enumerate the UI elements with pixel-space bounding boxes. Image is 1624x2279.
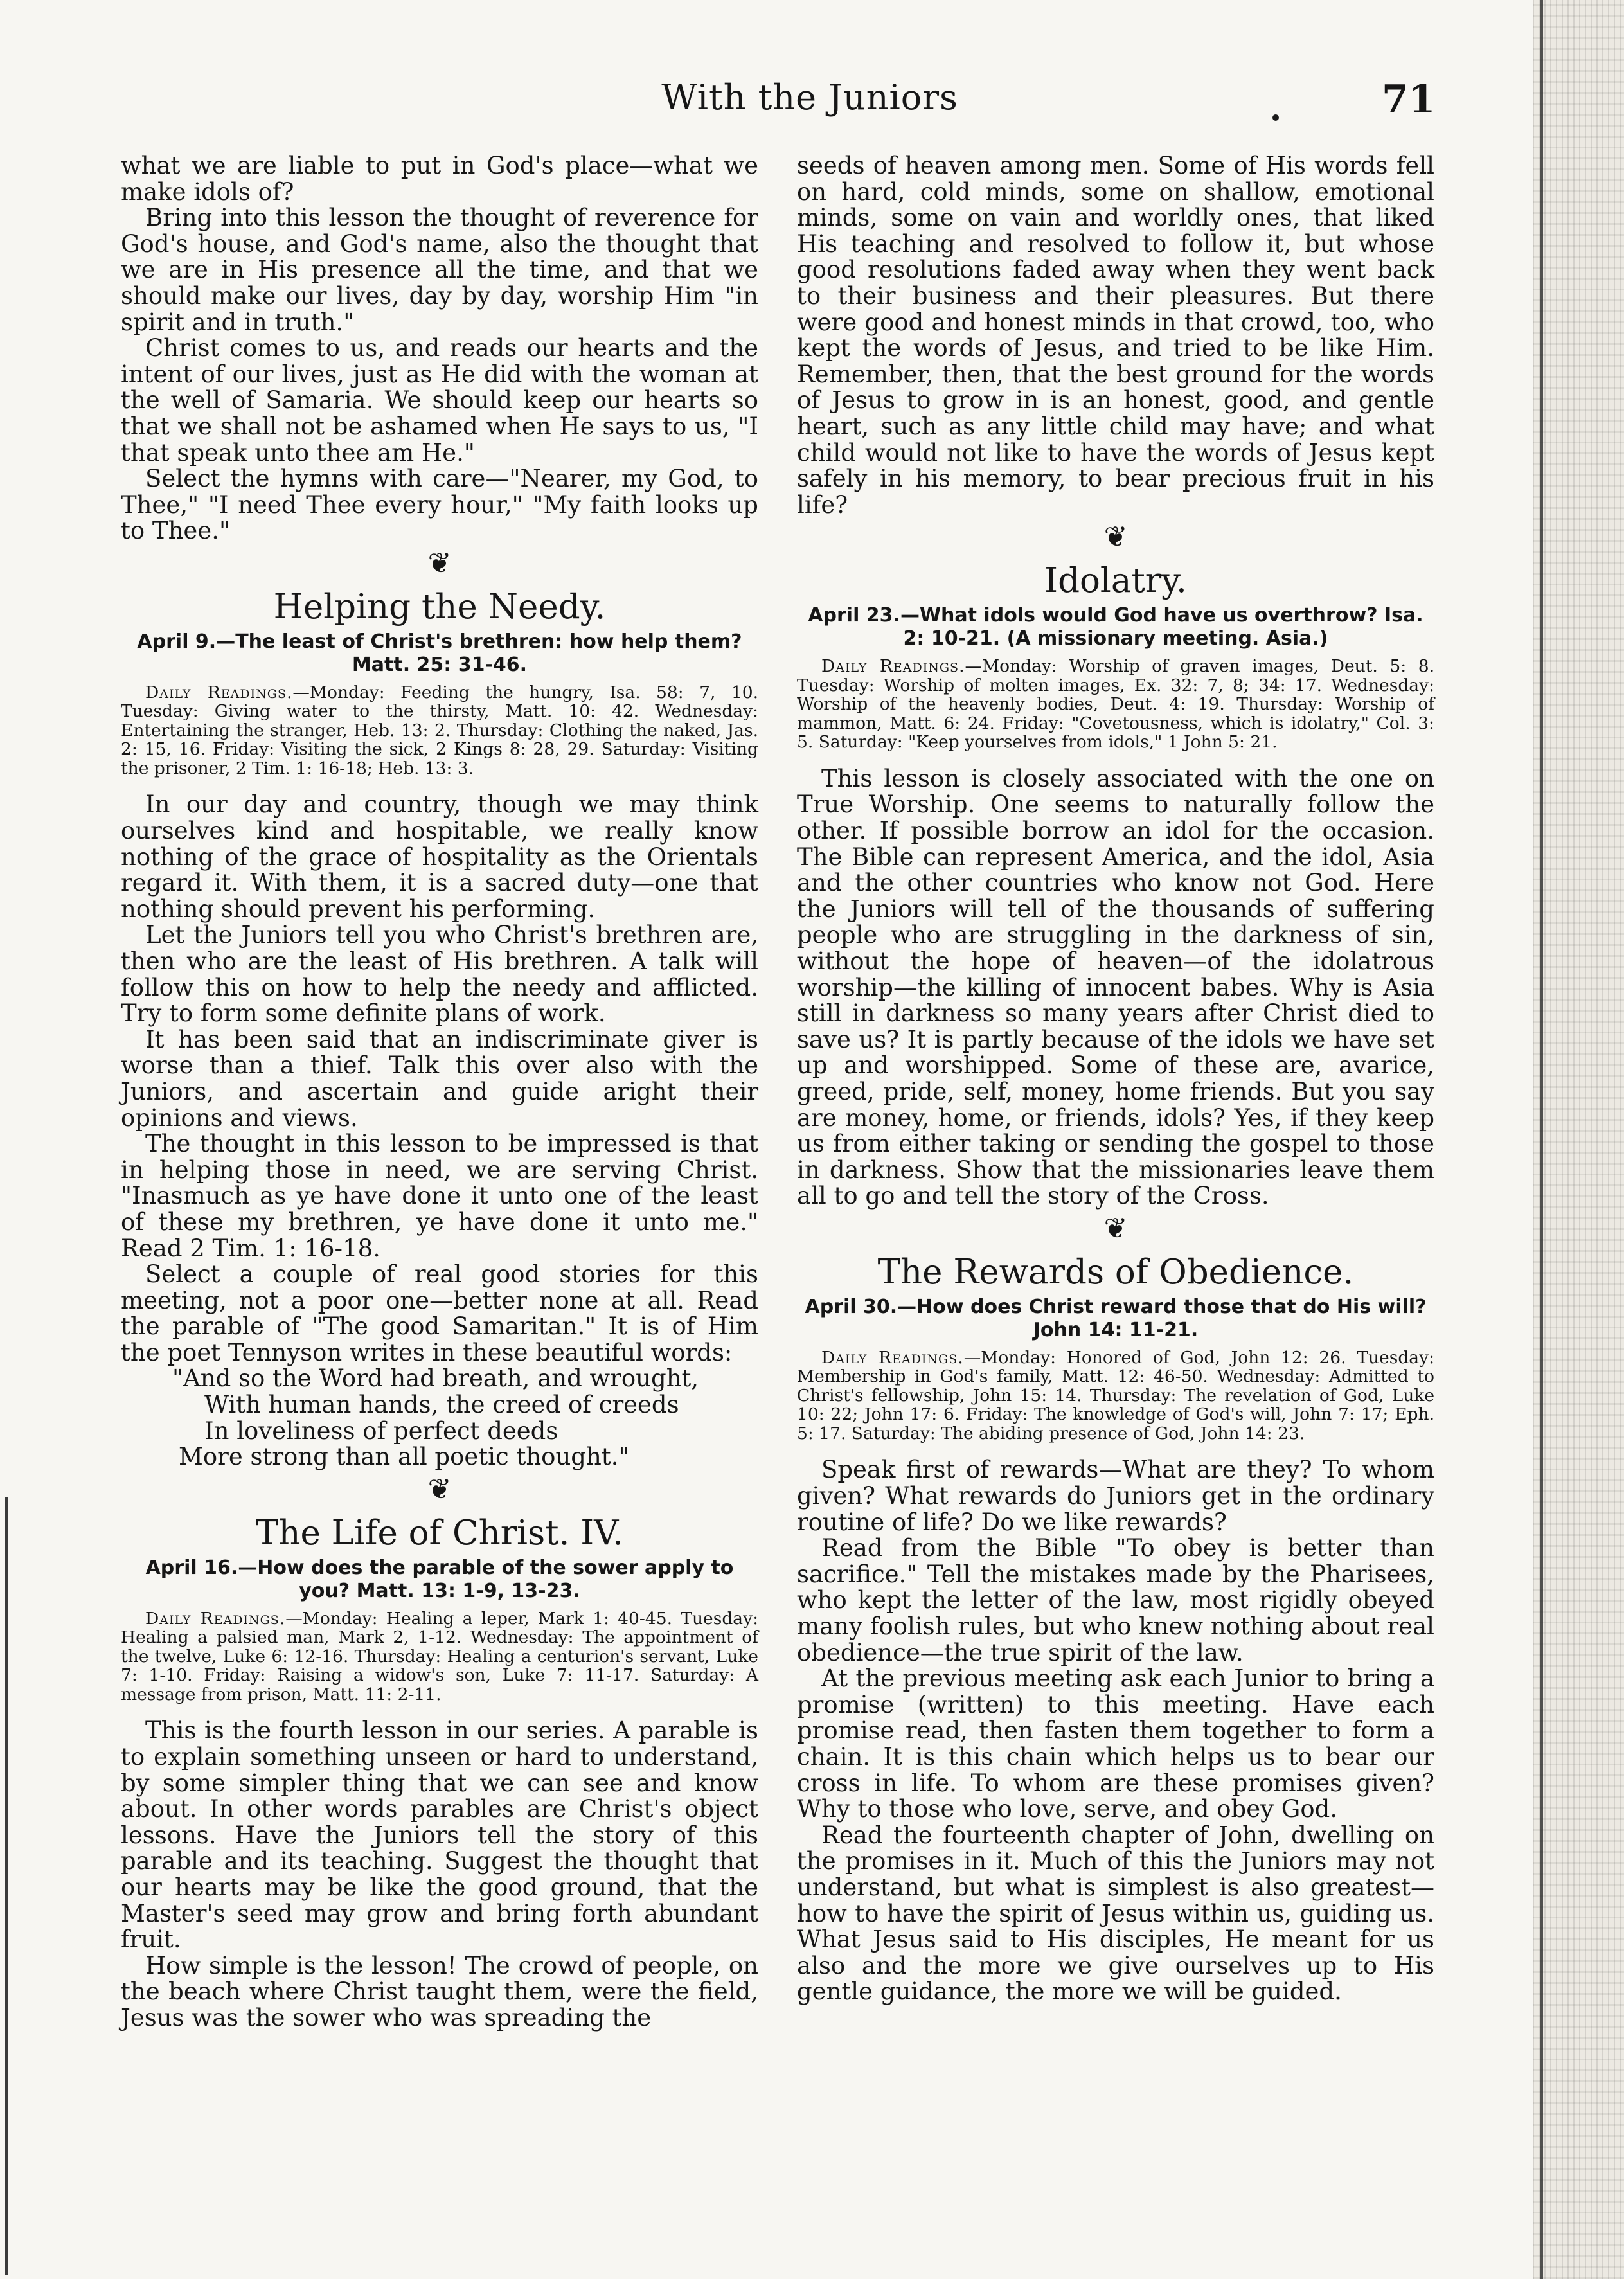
section-title: Idolatry.	[1044, 561, 1187, 601]
fleuron-icon: ❦	[1103, 1211, 1128, 1245]
section-title: Helping the Needy.	[273, 587, 606, 627]
binding-line	[1540, 0, 1543, 2279]
fleuron-icon: ❦	[427, 546, 452, 580]
section-topic: April 23.—What idols would God have us overthrow? Isa. 2: 10-21. (A missionary meeting. Asia.)	[808, 604, 1423, 650]
paragraph: How simple is the lesson! The crowd of people, on the beach where Christ taught them, were the field, Jesus was the sower who was spreading the	[121, 1951, 758, 2032]
print-dot	[1272, 114, 1279, 121]
paragraph: It has been said that an indiscriminate giver is worse than a thief. Talk this over also with the Juniors, and ascertain and guide aright their opinions and views.	[121, 1025, 758, 1132]
poem-line: With human hands, the creed of creeds	[204, 1391, 679, 1419]
margin-rule	[5, 1497, 8, 2275]
readings-label: Daily Readings.	[145, 682, 293, 702]
poem-line: "And so the Word had breath, and wrought,	[172, 1364, 699, 1393]
paragraph: what we are liable to put in God's place—what we make idols of?	[121, 152, 758, 206]
daily-readings	[121, 1609, 758, 1704]
paragraph: The thought in this lesson to be impressed is that in helping those in need, we are serving Christ. "Inasmuch as ye have done it unto one of the least of these my brethren, ye have done it unto me." Read 2 Tim. 1: 16-18.	[121, 1130, 758, 1262]
poem-line: More strong than all poetic thought."	[179, 1443, 630, 1471]
section-title: The Life of Christ. IV.	[255, 1513, 623, 1553]
fleuron-icon: ❦	[427, 1472, 452, 1506]
poem-line: In loveliness of perfect deeds	[204, 1417, 558, 1445]
paragraph: Select a couple of real good stories for this meeting, not a poor one—better none at all. Read the parable of "The good Samaritan." It is of Him the poet Tennyson writes in these beautiful words:	[121, 1260, 758, 1366]
readings-text: —Monday: Healing a leper, Mark 1: 40-45. Tuesday: Healing a palsied man, Mark 2, 1-12. Wednesday: The appointment of the twelve, Luke 6: 12-16. Thursday: Healing a centurion's servant, Luke 7: 1-10. Friday: Raising a widow's son, Luke 7: 11-17. Saturday: A message from prison, Matt. 11: 2-11.	[121, 1608, 758, 1704]
paragraph: This is the fourth lesson in our series. A parable is to explain something unseen or hard to understand, by some simpler thing that we can see and know about. In other words parables are Christ's object lessons. Have the Juniors tell the story of this parable and its teaching. Suggest the thought that our hearts may be like the good ground, that the Master's seed may grow and bring forth abundant fruit.	[121, 1717, 758, 1954]
left-column	[121, 153, 758, 2031]
page-number: 71	[1382, 77, 1436, 122]
poem	[121, 1366, 758, 1470]
section-title: The Rewards of Obedience.	[877, 1252, 1354, 1292]
section-topic: April 30.—How does Christ reward those that do His will? John 14: 11-21.	[805, 1295, 1427, 1341]
section-topic: April 16.—How does the parable of the sower apply to you? Matt. 13: 1-9, 13-23.	[145, 1556, 734, 1602]
paragraph: Christ comes to us, and reads our hearts and the intent of our lives, just as He did with the woman at the well of Samaria. We should keep our hearts so that we shall not be ashamed when He says to us, "I that speak unto thee am He."	[121, 334, 758, 467]
readings-text: —Monday: Worship of graven images, Deut. 5: 8. Tuesday: Worship of molten images, Ex. 32: 7, 8; 34: 17. Wednesday: Worship of the heavenly bodies, Deut. 4: 19. Thursday: Worship of mammon, Matt. 6: 24. Friday: "Covetousness, which is idolatry," Col. 3: 5. Saturday: "Keep yourselves from idols," 1 John 5: 21.	[797, 656, 1434, 753]
daily-readings	[797, 657, 1434, 752]
readings-label: Daily Readings.	[821, 656, 965, 677]
running-head: With the Juniors	[661, 77, 958, 118]
paragraph: Speak first of rewards—What are they? To whom given? What rewards do Juniors get in the ordinary routine of life? Do we like rewards?	[797, 1456, 1434, 1536]
readings-text: —Monday: Feeding the hungry, Isa. 58: 7, 10. Tuesday: Giving water to the thirsty, Matt. 10: 42. Wednesday: Entertaining the stranger, Heb. 13: 2. Thursday: Clothing the naked, Jas. 2: 15, 16. Friday: Visiting the sick, 2 Kings 8: 28, 29. Saturday: Visiting the prisoner, 2 Tim. 1: 16-18; Heb. 13: 3.	[121, 682, 759, 778]
paragraph: At the previous meeting ask each Junior to bring a promise (written) to this meeting. Have each promise read, then fasten them together to form a chain. It is this chain which helps us to bear our cross in life. To whom are these promises given? Why to those who love, serve, and obey God.	[797, 1665, 1434, 1823]
readings-text: —Monday: Honored of God, John 12: 26. Tuesday: Membership in God's family, Matt. 12: 46-50. Wednesday: Admitted to Christ's fellowship, John 15: 14. Thursday: The revelation of God, Luke 10: 22; John 17: 6. Friday: The knowledge of God's will, John 7: 17; Eph. 5: 17. Saturday: The abiding presence of God, John 14: 23.	[797, 1347, 1434, 1443]
paragraph: seeds of heaven among men. Some of His words fell on hard, cold minds, some on shallow, emotional minds, some on vain and worldly ones, that liked His teaching and resolved to follow it, but whose good resolutions faded away when they went back to their business and their pleasures. But there were good and honest minds in that crowd, too, who kept the words of Jesus, and tried to be like Him. Remember, then, that the best ground for the words of Jesus to grow in is an honest, good, and gentle heart, such as any little child may have; and what child would not like to have the words of Jesus kept safely in his memory, to bear precious fruit in his life?	[797, 152, 1434, 519]
paragraph: In our day and country, though we may think ourselves kind and hospitable, we really know nothing of the grace of hospitality as the Orientals regard it. With them, it is a sacred duty—one that nothing should prevent his performing.	[121, 791, 758, 923]
paragraph: Read from the Bible "To obey is better than sacrifice." Tell the mistakes made by the Pharisees, who kept the letter of the law, most rigidly obeyed many foolish rules, but who knew nothing about real obedience—the true spirit of the law.	[797, 1534, 1434, 1667]
right-column	[797, 153, 1434, 2005]
paragraph: Bring into this lesson the thought of reverence for God's house, and God's name, also the thought that we are in His presence all the time, and that we should make our lives, day by day, worship Him "in spirit and in truth."	[121, 204, 758, 336]
fleuron-icon: ❦	[1103, 521, 1128, 554]
paragraph: Let the Juniors tell you who Christ's brethren are, then who are the least of His brethren. A talk will follow this on how to help the needy and afflicted. Try to form some definite plans of work.	[121, 921, 758, 1028]
daily-readings	[797, 1348, 1434, 1443]
readings-label: Daily Readings.	[145, 1608, 286, 1629]
section-topic: April 9.—The least of Christ's brethren: how help them? Matt. 25: 31-46.	[137, 630, 742, 676]
binding-edge	[1533, 0, 1624, 2279]
paragraph: This lesson is closely associated with the one on True Worship. One seems to naturally follow the other. If possible borrow an idol for the occasion. The Bible can represent America, and the idol, Asia and the other countries who know not God. Here the Juniors will tell of the thousands of suffering people who are struggling in the darkness of sin, without the hope of heaven—of the idolatrous worship—the killing of innocent babes. Why is Asia still in darkness so many years after Christ died to save us? It is partly because of the idols we have set up and worshipped. Some of these are, avarice, greed, pride, self, money, home friends. But you say are money, home, or friends, idols? Yes, if they keep us from either taking or sending the gospel to those in darkness. Show that the missionaries leave them all to go and tell the story of the Cross.	[797, 764, 1434, 1210]
daily-readings	[121, 683, 758, 778]
paragraph: Select the hymns with care—"Nearer, my God, to Thee," "I need Thee every hour," "My faith looks up to Thee."	[121, 465, 758, 545]
paragraph: Read the fourteenth chapter of John, dwelling on the promises in it. Much of this the Juniors may not understand, but what is simplest is also greatest—how to have the spirit of Jesus within us, guiding us. What Jesus said to His disciples, He meant for us also and the more we give ourselves up to His gentle guidance, the more we will be guided.	[797, 1821, 1434, 2006]
readings-label: Daily Readings.	[821, 1347, 964, 1368]
